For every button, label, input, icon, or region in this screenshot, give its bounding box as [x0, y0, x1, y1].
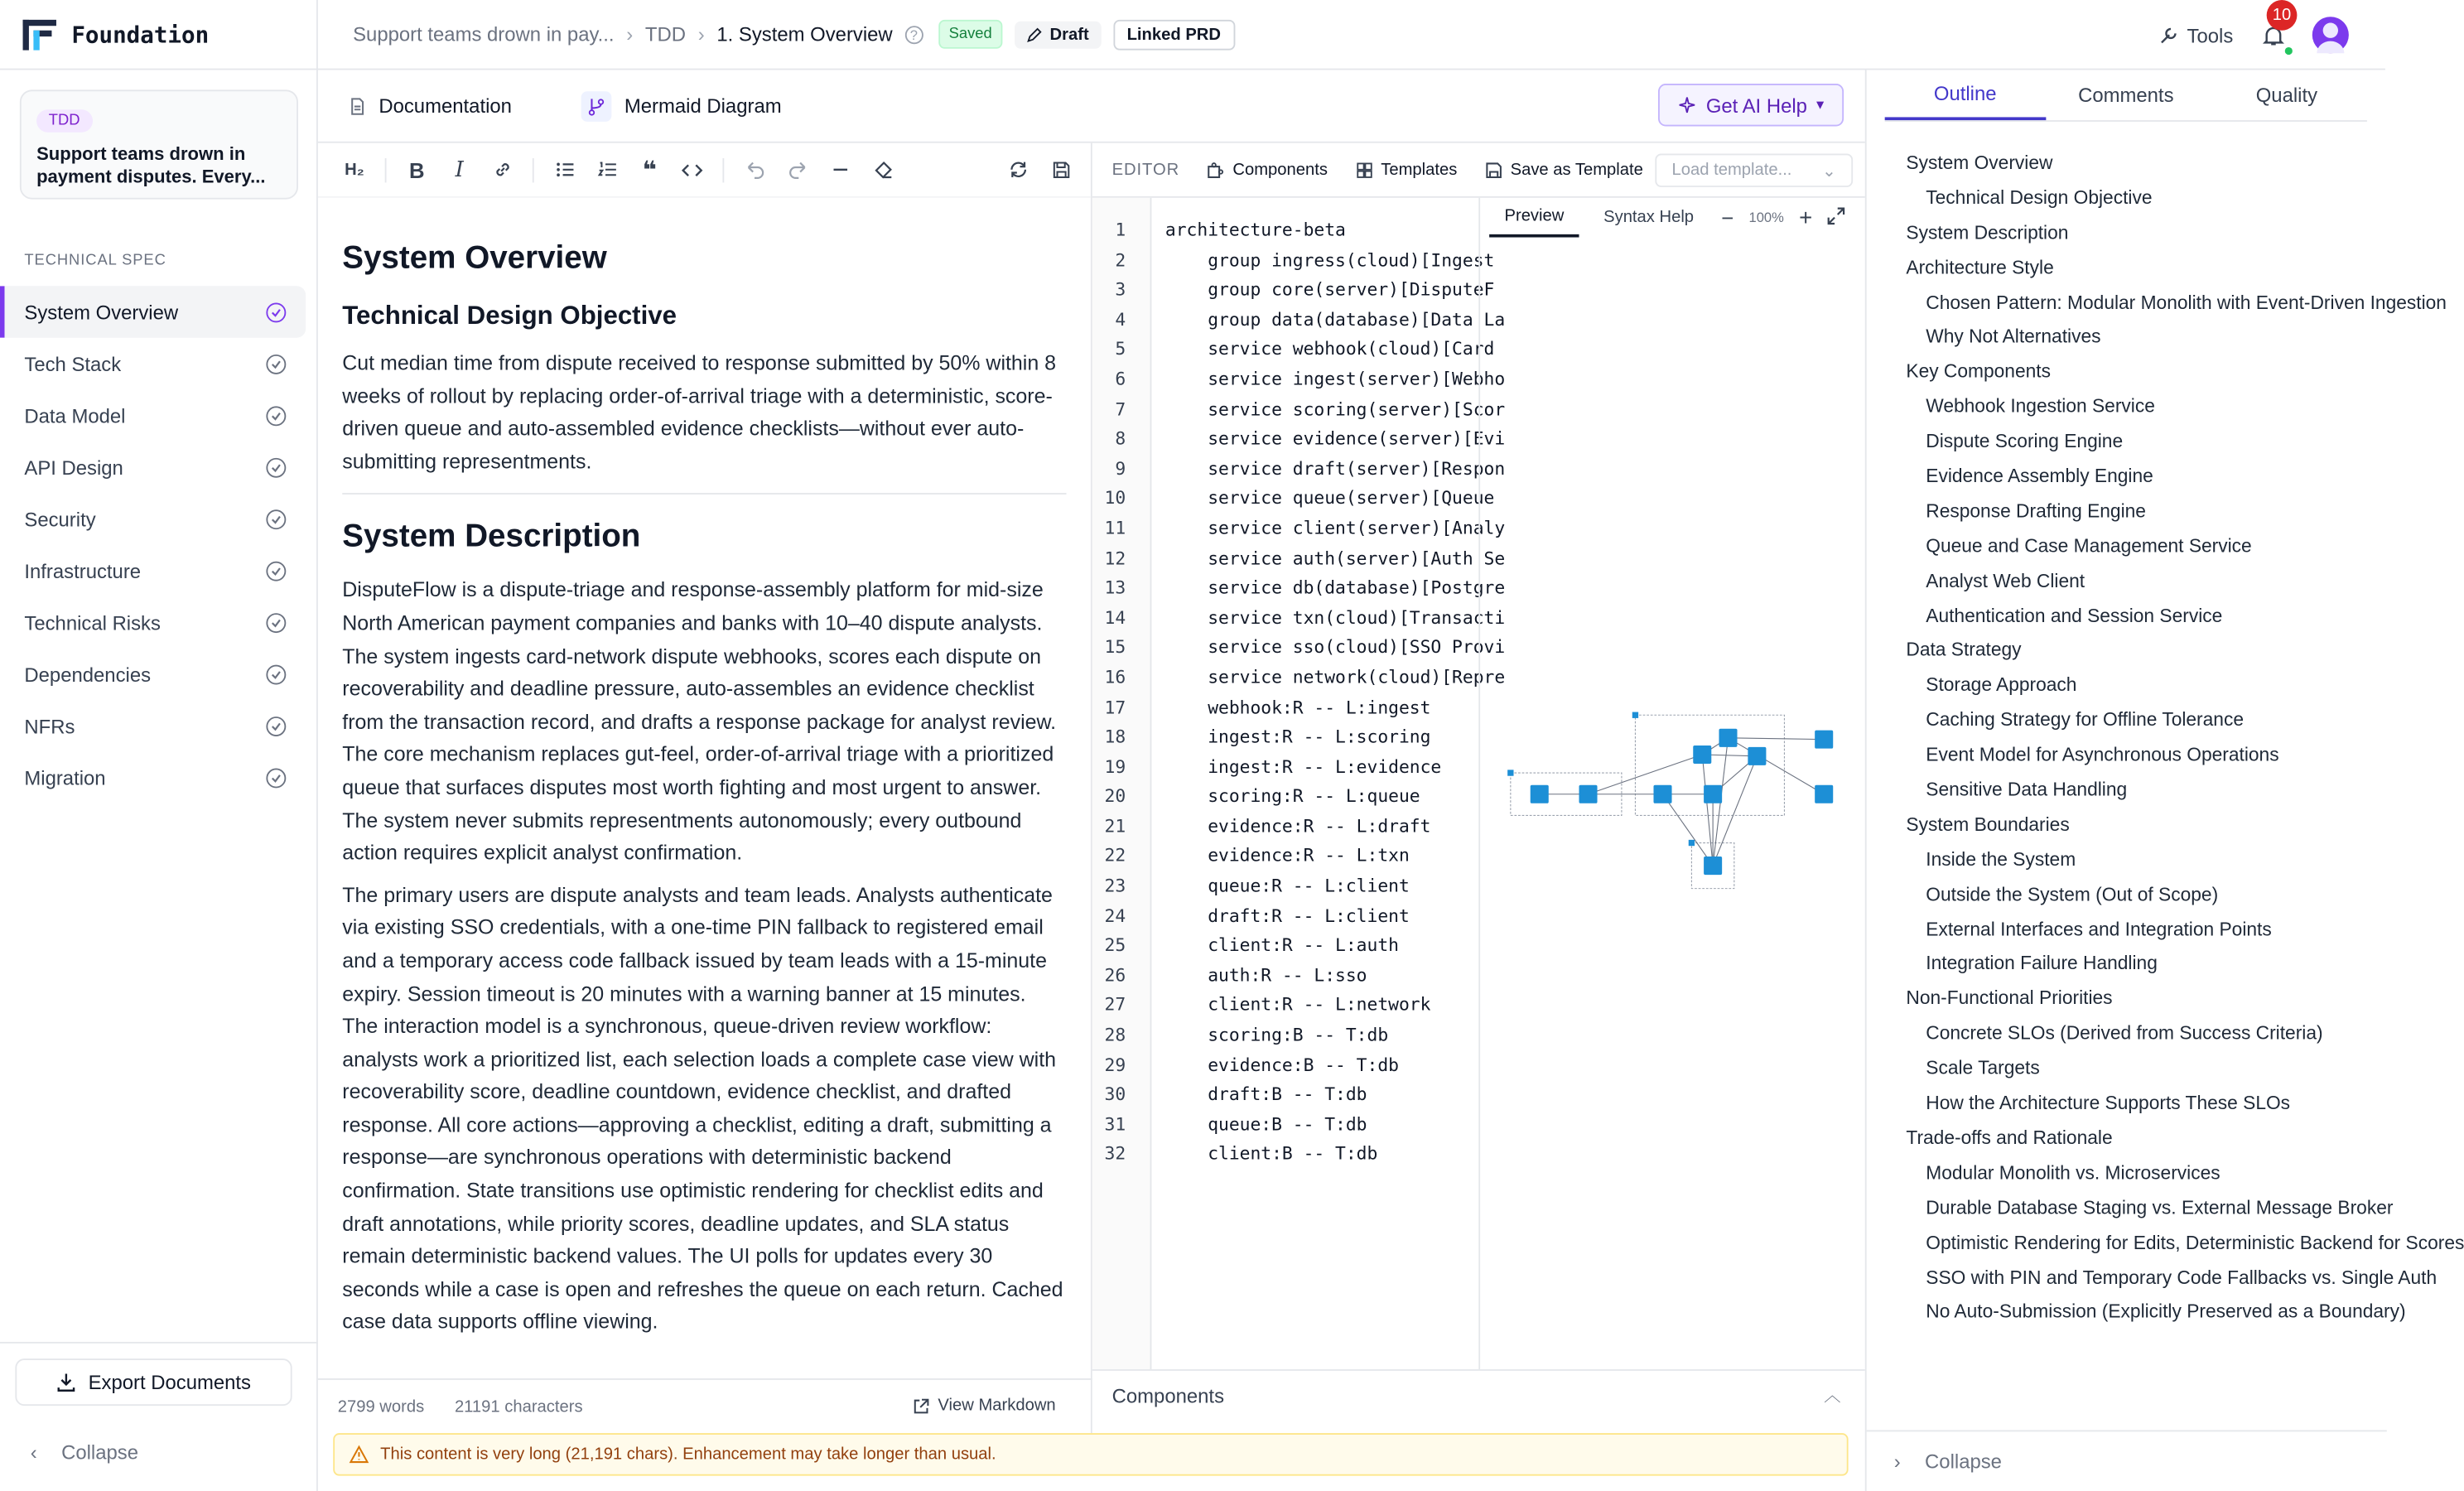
code-line[interactable]: architecture-beta	[1164, 219, 1346, 241]
line-number: 27	[1104, 994, 1126, 1016]
line-number: 25	[1104, 934, 1126, 956]
line-number: 20	[1104, 785, 1126, 807]
save-template-label: Save as Template	[1510, 160, 1643, 179]
code-line[interactable]: draft:R -- L:client	[1164, 905, 1410, 926]
eraser-icon[interactable]	[864, 152, 900, 188]
heading-system-overview: System Overview	[342, 240, 607, 276]
outline-item[interactable]: Scale Targets	[1926, 1057, 2040, 1079]
components-panel-label: Components	[1111, 1383, 1225, 1407]
doc-title: Support teams drown in payment disputes. Every...	[36, 142, 266, 187]
tools-button[interactable]	[2158, 23, 2234, 46]
preview-tabs	[1480, 198, 1865, 238]
sidebar	[0, 70, 318, 1490]
check-circle-icon	[266, 457, 286, 477]
outline-item[interactable]: SSO with PIN and Temporary Code Fallbacks vs. Single Auth	[1926, 1267, 2437, 1288]
architecture-diagram[interactable]	[1480, 238, 1867, 1370]
outline-item[interactable]: No Auto-Submission (Explicitly Preserved as a Boundary)	[1926, 1301, 2406, 1323]
outline-item[interactable]: Dispute Scoring Engine	[1926, 431, 2124, 452]
line-number: 14	[1104, 606, 1126, 629]
code-line[interactable]: ingest:R -- L:evidence	[1164, 755, 1442, 777]
link-icon[interactable]	[484, 152, 520, 188]
line-number: 11	[1104, 517, 1126, 539]
code-line[interactable]: ingest:R -- L:scoring	[1164, 726, 1431, 747]
group-marker	[1632, 712, 1638, 718]
line-number: 32	[1104, 1143, 1126, 1165]
paragraph-objective: Cut median time from dispute received to response submitted by 50% within 8 weeks of rollout by replacing order-of-arrival triage with a deterministic, score-driven queue and auto-assembled evidence checklists—without ever auto-submitting representments.	[342, 351, 1057, 473]
git-branch-icon	[581, 90, 612, 121]
collapse-right-label: Collapse	[1925, 1450, 2002, 1473]
node-ingest	[1579, 785, 1597, 803]
node-queue	[1704, 785, 1722, 803]
node-network	[1815, 785, 1833, 803]
check-circle-icon	[266, 664, 286, 684]
avatar[interactable]	[2312, 17, 2349, 53]
collapse-label: Collapse	[61, 1440, 139, 1464]
tab-quality[interactable]: Quality	[2255, 84, 2318, 107]
help-icon[interactable]: ?	[904, 25, 923, 43]
user-icon	[2312, 17, 2349, 53]
quote-icon[interactable]: ❝	[642, 157, 657, 184]
line-number: 6	[1115, 368, 1126, 390]
code-line[interactable]: draft:B -- T:db	[1164, 1083, 1367, 1105]
outline-item[interactable]: Analyst Web Client	[1926, 570, 2085, 591]
check-circle-icon	[266, 612, 286, 632]
save-as-template-button[interactable]	[1484, 161, 1642, 179]
ai-help-label: Get AI Help	[1705, 93, 1807, 117]
code-line[interactable]: service sso(cloud)[SSO Provi	[1164, 636, 1506, 659]
view-markdown-label: View Markdown	[938, 1397, 1056, 1416]
code-icon[interactable]	[674, 152, 711, 188]
line-number: 3	[1115, 278, 1126, 301]
sidebar-item-label: Dependencies	[24, 662, 152, 686]
save-icon	[1484, 161, 1502, 179]
check-circle-icon	[266, 405, 286, 425]
chevron-down-icon: ⌄	[1821, 162, 1836, 181]
code-line[interactable]: auth:R -- L:sso	[1164, 964, 1367, 986]
warning-text: This content is very long (21,191 chars). Enhancement may take longer than usual.	[380, 1445, 996, 1464]
line-number: 13	[1104, 577, 1126, 599]
chevron-right-icon: ›	[1893, 1450, 1901, 1473]
numbered-list-icon[interactable]	[589, 152, 625, 188]
line-number: 21	[1104, 815, 1126, 837]
code-line[interactable]: service auth(server)[Auth Se	[1164, 547, 1506, 569]
outline-item[interactable]: Durable Database Staging vs. External Message Broker	[1926, 1196, 2394, 1218]
tab-documentation[interactable]	[318, 94, 542, 118]
outline-item[interactable]: How the Architecture Supports These SLOs	[1926, 1092, 2291, 1114]
line-number: 29	[1104, 1054, 1126, 1075]
line-number: 22	[1104, 845, 1126, 866]
bold-icon[interactable]: B	[408, 157, 425, 182]
line-number: 1	[1115, 219, 1126, 241]
right-panel-tabs	[1885, 70, 2367, 121]
tab-mermaid-diagram[interactable]	[552, 90, 812, 121]
tab-outline[interactable]: Outline	[1885, 70, 2046, 120]
outline-item[interactable]: Outside the System (Out of Scope)	[1926, 883, 2219, 905]
sidebar-item-label: API Design	[24, 456, 123, 479]
line-number: 4	[1115, 308, 1126, 331]
view-markdown-button[interactable]	[912, 1397, 1055, 1415]
code-line[interactable]: service evidence(server)[Evi	[1164, 427, 1506, 450]
outline-item[interactable]: Response Drafting Engine	[1926, 500, 2146, 522]
zoom-in-icon[interactable]: +	[1799, 205, 1813, 231]
line-number: 2	[1115, 248, 1126, 271]
spec-nav	[0, 286, 318, 803]
document-content[interactable]	[342, 234, 1066, 1360]
node-txn	[1815, 731, 1833, 749]
notification-count-badge: 10	[2267, 0, 2298, 31]
components-label: Components	[1232, 160, 1328, 179]
outline-item[interactable]: Webhook Ingestion Service	[1926, 395, 2155, 417]
save-icon[interactable]	[1042, 152, 1078, 188]
code-line[interactable]: service queue(server)[Queue	[1164, 487, 1495, 509]
tab-preview[interactable]: Preview	[1489, 198, 1579, 238]
outline-item[interactable]: Key Components	[1906, 360, 2051, 383]
draft-label: Draft	[1049, 25, 1089, 44]
notifications-button[interactable]	[2258, 6, 2292, 51]
chevron-left-icon: ‹	[30, 1440, 37, 1464]
sidebar-item-label: Data Model	[24, 403, 126, 427]
code-line[interactable]: webhook:R -- L:ingest	[1164, 696, 1431, 718]
grid-icon	[1355, 161, 1373, 179]
tools-label: Tools	[2187, 23, 2234, 47]
line-number: 12	[1104, 547, 1126, 569]
main-tabs	[318, 70, 1865, 142]
online-status-dot	[2283, 46, 2294, 56]
zoom-controls	[1721, 205, 1846, 230]
sidebar-item-tech-stack[interactable]	[0, 338, 306, 389]
section-divider	[342, 494, 1066, 495]
code-line[interactable]: group data(database)[Data La	[1164, 308, 1506, 331]
divider	[533, 157, 534, 181]
bullet-list-icon[interactable]	[546, 152, 582, 188]
sidebar-item-label: Tech Stack	[24, 352, 122, 375]
check-circle-icon	[266, 561, 286, 581]
outline-item[interactable]: System Overview	[1906, 152, 2053, 174]
word-count: 2799 words	[337, 1397, 425, 1416]
horizontal-rule-icon[interactable]	[822, 152, 858, 188]
chevron-right-icon: ›	[626, 22, 634, 46]
code-line[interactable]: service ingest(server)[Webho	[1164, 368, 1506, 390]
code-line[interactable]: client:B -- T:db	[1164, 1143, 1378, 1165]
line-number: 9	[1115, 457, 1126, 480]
outline-item[interactable]: System Description	[1906, 221, 2069, 244]
components-button[interactable]	[1207, 161, 1328, 179]
outline-item[interactable]: Integration Failure Handling	[1926, 953, 2158, 975]
code-line[interactable]: service db(database)[Postgre	[1164, 577, 1506, 599]
sidebar-item-technical-risks[interactable]	[0, 596, 306, 648]
brand[interactable]	[0, 0, 318, 70]
code-line[interactable]: service webhook(cloud)[Card	[1164, 338, 1495, 360]
collapse-sidebar-button[interactable]	[31, 1440, 138, 1464]
sidebar-item-label: Migration	[24, 765, 106, 789]
line-number: 5	[1115, 338, 1126, 360]
code-editor[interactable]	[1164, 216, 1506, 1358]
line-number: 19	[1104, 755, 1126, 777]
pencil-icon	[1027, 27, 1042, 41]
breadcrumb-project[interactable]: Support teams drown in pay...	[353, 22, 615, 46]
outline-list	[1906, 146, 2464, 1329]
code-line[interactable]: client:R -- L:auth	[1164, 934, 1399, 956]
node-evidence	[1693, 746, 1711, 764]
check-circle-icon	[266, 716, 286, 736]
sidebar-item-infrastructure[interactable]	[0, 545, 306, 596]
breadcrumb	[318, 23, 923, 46]
line-number: 31	[1104, 1113, 1126, 1135]
sidebar-item-label: Security	[24, 507, 96, 531]
code-line[interactable]: service draft(server)[Respon	[1164, 457, 1506, 480]
code-line[interactable]: scoring:R -- L:queue	[1164, 785, 1420, 807]
line-number: 26	[1104, 964, 1126, 986]
tab-comments[interactable]: Comments	[2078, 84, 2174, 107]
get-ai-help-button[interactable]	[1659, 84, 1844, 126]
node-scoring	[1653, 785, 1671, 803]
download-icon	[56, 1373, 76, 1392]
right-panel	[1865, 70, 2464, 1490]
divider	[385, 157, 387, 181]
sidebar-item-security[interactable]	[0, 493, 306, 544]
external-link-icon	[912, 1397, 928, 1414]
paragraph-description-2: The primary users are dispute analysts and team leads. Analysts authenticate via existing SSO credentials, with a one-time PIN fallback to registered email and a temporary access code fallback issued by team leads with a 15-minute expiry. Session timeout is 20 minutes with a warning banner at 15 minutes. The interaction model is a synchronous, queue-driven review workflow: analysts work a prioritized list, each selection loads a complete case view with recoverability score, deadline countdown, evidence checklist, and drafted response. All core actions—approving a checklist, editing a draft, submitting a response—are synchronous operations with deterministic backend confirmation. State transitions use optimistic rendering for checklist edits and draft annotations, while priority scores, deadline updates, and SLA status remain deterministic backend values. The UI polls for updates every 30 seconds while a case is open and refreshes the queue on each return. Cached case data supports offline viewing.	[342, 883, 1063, 1334]
breadcrumb-current: 1. System Overview	[716, 22, 893, 46]
outline-item[interactable]: Evidence Assembly Engine	[1926, 466, 2153, 487]
outline-item[interactable]: Storage Approach	[1926, 674, 2077, 697]
chevron-down-icon: ▾	[1815, 96, 1825, 113]
components-panel-header[interactable]	[1092, 1369, 1865, 1420]
tab-syntax-help[interactable]: Syntax Help	[1603, 208, 1695, 227]
right-panel-footer[interactable]	[1867, 1430, 2387, 1490]
line-numbers	[1092, 198, 1152, 1369]
sidebar-item-nfrs[interactable]	[0, 700, 306, 751]
formatting-toolbar	[318, 143, 1091, 198]
heading-icon[interactable]: H₂	[345, 160, 364, 179]
outline-item[interactable]: Data Strategy	[1906, 639, 2022, 661]
editor-label: EDITOR	[1111, 160, 1180, 179]
line-number: 7	[1115, 398, 1126, 420]
refresh-icon[interactable]	[1000, 152, 1036, 188]
heading-system-description: System Description	[342, 519, 641, 555]
foundation-logo-icon	[20, 14, 60, 54]
code-line[interactable]: queue:B -- T:db	[1164, 1113, 1367, 1135]
zoom-out-icon[interactable]: −	[1721, 205, 1734, 230]
diagram-preview	[1478, 198, 1865, 1369]
code-line[interactable]: queue:R -- L:client	[1164, 875, 1410, 896]
check-circle-icon	[266, 768, 286, 788]
outline-item[interactable]: Trade-offs and Rationale	[1906, 1127, 2113, 1149]
length-warning-banner	[333, 1433, 1848, 1475]
doc-type-tag: TDD	[36, 109, 92, 133]
sidebar-item-label: Technical Risks	[24, 610, 161, 634]
line-number: 24	[1104, 905, 1126, 926]
sparkle-icon	[1679, 96, 1697, 114]
load-template-select[interactable]	[1655, 154, 1853, 187]
code-line[interactable]: evidence:B -- T:db	[1164, 1054, 1399, 1075]
line-number: 8	[1115, 427, 1126, 450]
templates-label: Templates	[1381, 160, 1458, 179]
export-label: Export Documents	[88, 1370, 251, 1394]
brand-name: Foundation	[71, 20, 210, 48]
sidebar-item-system-overview[interactable]	[0, 286, 306, 337]
italic-icon[interactable]: I	[455, 157, 464, 182]
chevron-right-icon: ›	[697, 22, 705, 46]
sidebar-item-dependencies[interactable]	[0, 648, 306, 699]
node-draft	[1719, 729, 1737, 747]
expand-icon[interactable]	[1828, 207, 1846, 229]
export-documents-button[interactable]	[15, 1358, 292, 1406]
outline-item[interactable]: Modular Monolith vs. Microservices	[1926, 1161, 2220, 1184]
document-icon	[349, 97, 367, 115]
puzzle-icon	[1207, 161, 1225, 179]
outline-item[interactable]: Caching Strategy for Offline Tolerance	[1926, 709, 2244, 731]
code-line[interactable]: service network(cloud)[Repre	[1164, 666, 1506, 688]
sidebar-item-label: Infrastructure	[24, 558, 142, 582]
line-number: 28	[1104, 1024, 1126, 1045]
node-db	[1704, 856, 1722, 875]
templates-button[interactable]	[1355, 161, 1457, 179]
undo-icon[interactable]	[736, 152, 773, 188]
breadcrumb-doc-type[interactable]: TDD	[644, 22, 687, 46]
outline-item[interactable]: Queue and Case Management Service	[1926, 535, 2252, 557]
top-right-actions	[2158, 0, 2349, 70]
section-label: TECHNICAL SPEC	[24, 252, 166, 270]
outline-item[interactable]: External Interfaces and Integration Points	[1926, 918, 2272, 940]
sidebar-item-api-design[interactable]	[0, 442, 306, 493]
code-line[interactable]: group ingress(cloud)[Ingest	[1164, 248, 1495, 271]
outline-item[interactable]: Event Model for Asynchronous Operations	[1926, 744, 2279, 766]
check-circle-icon	[266, 354, 286, 374]
outline-item[interactable]: Concrete SLOs (Derived from Success Criteria)	[1926, 1022, 2323, 1045]
code-line[interactable]: service txn(cloud)[Transacti	[1164, 606, 1506, 629]
zoom-level: 100%	[1748, 210, 1784, 225]
wrench-icon	[2158, 25, 2178, 45]
outline-item[interactable]: Inside the System	[1926, 848, 2076, 871]
tab-mermaid-label: Mermaid Diagram	[624, 94, 782, 118]
paragraph-description-1: DisputeFlow is a dispute-triage and response-assembly platform for mid-size North American payment companies and banks with 10–40 dispute analysts. The system ingests card-network dispute webhooks, scores each dispute on recoverability and deadline pressure, auto-assembles an evidence checklist from the transaction record, and drafts a response package for analyst review. The core mechanism replaces gut-feel, order-of-arrival triage with a prioritized queue that surfaces disputes most worth fighting and most urgent to answer. The system never submits representments autonomously; every outbound action requires explicit analyst confirmation.	[342, 578, 1057, 865]
line-number: 17	[1104, 696, 1126, 718]
document-status-bar	[318, 1378, 1092, 1433]
linked-prd-button[interactable]: Linked PRD	[1113, 19, 1234, 50]
saved-badge: Saved	[938, 20, 1003, 49]
redo-icon[interactable]	[779, 152, 815, 188]
outline-item[interactable]: Authentication and Session Service	[1926, 605, 2223, 626]
sidebar-footer	[0, 1342, 318, 1491]
outline-item[interactable]: Non-Functional Priorities	[1906, 987, 2113, 1010]
sidebar-item-data-model[interactable]	[0, 389, 306, 441]
draft-badge[interactable]	[1015, 21, 1101, 48]
group-marker	[1507, 770, 1513, 775]
code-line[interactable]: scoring:B -- T:db	[1164, 1024, 1389, 1045]
chevron-up-icon: ︿	[1824, 1387, 1841, 1407]
outline-item[interactable]: Technical Design Objective	[1926, 186, 2153, 209]
warning-icon	[350, 1445, 368, 1464]
outline-item[interactable]: Chosen Pattern: Modular Monolith with Event-Driven Ingestion	[1926, 291, 2447, 313]
group-marker	[1689, 840, 1695, 846]
code-line[interactable]: evidence:R -- L:draft	[1164, 815, 1431, 837]
character-count: 21191 characters	[454, 1397, 583, 1416]
line-number: 10	[1104, 487, 1126, 509]
code-line[interactable]: evidence:R -- L:txn	[1164, 845, 1410, 866]
line-number: 18	[1104, 726, 1126, 747]
code-line[interactable]: service client(server)[Analy	[1164, 517, 1506, 539]
top-bar	[0, 0, 2385, 70]
line-number: 16	[1104, 666, 1126, 688]
node-webhook	[1531, 785, 1549, 803]
outline-item[interactable]: Sensitive Data Handling	[1926, 779, 2128, 801]
editor-toolbar	[1092, 143, 1865, 198]
node-client	[1748, 747, 1766, 765]
line-number: 15	[1104, 636, 1126, 659]
outline-item[interactable]: System Boundaries	[1906, 813, 2070, 836]
check-circle-icon	[266, 509, 286, 528]
document-card[interactable]	[20, 89, 298, 199]
line-number: 23	[1104, 875, 1126, 896]
outline-item[interactable]: Why Not Alternatives	[1926, 326, 2101, 348]
mermaid-editor	[1092, 143, 1865, 1369]
outline-item[interactable]: Optimistic Rendering for Edits, Deterministic Backend for Scores	[1926, 1232, 2464, 1253]
code-line[interactable]: client:R -- L:network	[1164, 994, 1431, 1016]
sidebar-item-label: System Overview	[24, 300, 179, 324]
divider	[722, 157, 724, 181]
code-line[interactable]: group core(server)[DisputeF	[1164, 278, 1495, 301]
load-template-placeholder: Load template...	[1671, 161, 1792, 180]
code-line[interactable]: service scoring(server)[Scor	[1164, 398, 1506, 420]
line-number: 30	[1104, 1083, 1126, 1105]
heading-technical-design-objective: Technical Design Objective	[342, 301, 677, 331]
sidebar-item-label: NFRs	[24, 714, 75, 737]
outline-item[interactable]: Architecture Style	[1906, 256, 2054, 278]
tab-documentation-label: Documentation	[379, 94, 512, 118]
sidebar-item-migration[interactable]	[0, 751, 306, 803]
check-circle-icon	[266, 302, 286, 322]
document-editor	[318, 143, 1092, 1434]
